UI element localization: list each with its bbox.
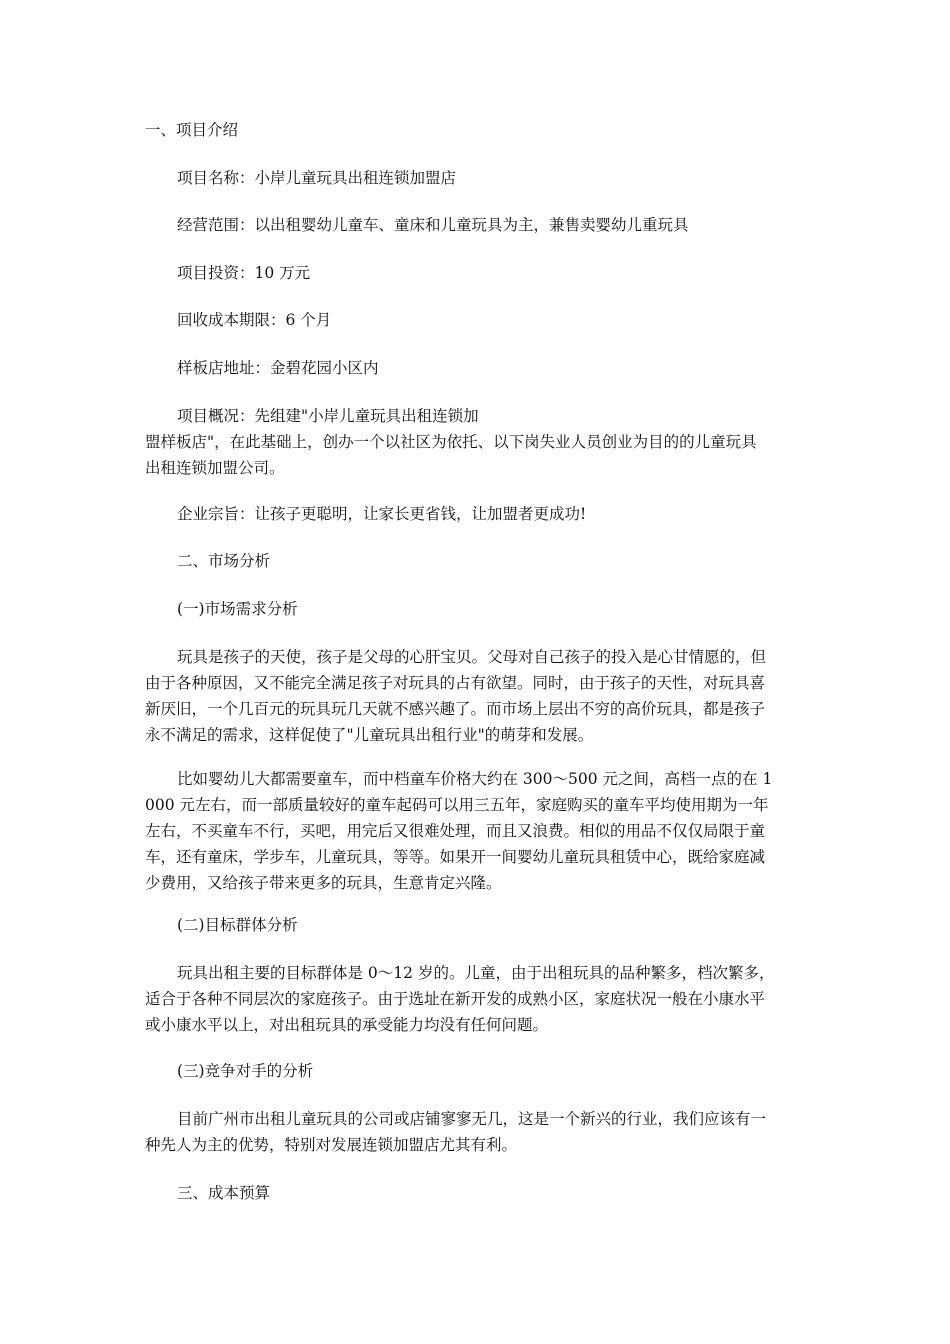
paragraph-line: 目前广州市出租儿童玩具的公司或店铺寥寥无几，这是一个新兴的行业，我们应该有一 (177, 1110, 767, 1128)
payback-period: 回收成本期限：6 个月 (177, 311, 332, 329)
paragraph-line: 适合于各种不同层次的家庭孩子。由于选址在新开发的成熟小区，家庭状况一般在小康水平 (145, 990, 766, 1008)
paragraph-stroller-example (145, 766, 810, 896)
paragraph-line: 玩具是孩子的天使，孩子是父母的心肝宝贝。父母对自己孩子的投入是心甘情愿的，但 (177, 648, 767, 666)
section-heading-project-intro: 一、项目介绍 (145, 121, 239, 139)
subsection-heading-target-group: (二)目标群体分析 (177, 916, 298, 934)
subsection-heading-demand: (一)市场需求分析 (177, 600, 298, 618)
paragraph-target-group (145, 960, 810, 1038)
paragraph-line: 或小康水平以上，对出租玩具的承受能力均没有任何问题。 (145, 1016, 549, 1034)
paragraph-line: 新厌旧，一个几百元的玩具玩几天就不感兴趣了。而市场上层出不穷的高价玩具，都是孩子 (145, 700, 766, 718)
paragraph-line: 永不满足的需求，这样促使了"儿童玩具出租行业"的萌芽和发展。 (145, 726, 594, 744)
section-heading-cost-budget: 三、成本预算 (177, 1184, 271, 1202)
paragraph-line: 玩具出租主要的目标群体是 0～12 岁的。儿童，由于出租玩具的品种繁多，档次繁多， (177, 964, 775, 982)
paragraph-line: 少费用，又给孩子带来更多的玩具，生意肯定兴隆。 (145, 874, 502, 892)
project-name: 项目名称：小岸儿童玩具出租连锁加盟店 (177, 169, 457, 187)
paragraph-line: 车，还有童床，学步车，儿童玩具，等等。如果开一间婴幼儿童玩具租赁中心，既给家庭减 (145, 848, 766, 866)
section-heading-market-analysis: 二、市场分析 (177, 552, 271, 570)
project-overview (145, 403, 810, 481)
sample-store-address: 样板店地址：金碧花园小区内 (177, 359, 379, 377)
overview-line: 出租连锁加盟公司。 (145, 459, 285, 477)
paragraph-demand (145, 644, 810, 748)
paragraph-line: 000 元左右，而一部质量较好的童车起码可以用三五年，家庭购买的童车平均使用期为一年 (145, 796, 769, 814)
overview-line: 项目概况：先组建"小岸儿童玩具出租连锁加 (177, 407, 479, 425)
paragraph-competitors (145, 1106, 810, 1158)
overview-line: 盟样板店"，在此基础上，创办一个以社区为依托、以下岗失业人员创业为目的的儿童玩具 (145, 433, 757, 451)
business-scope: 经营范围：以出租婴幼儿童车、童床和儿童玩具为主，兼售卖婴幼儿重玩具 (177, 216, 689, 234)
paragraph-line: 左右，不买童车不行，买吧，用完后又很难处理，而且又浪费。相似的用品不仅仅局限于童 (145, 822, 766, 840)
paragraph-line: 比如婴幼儿大都需要童车，而中档童车价格大约在 300～500 元之间，高档一点的在 1 (177, 770, 773, 788)
project-investment: 项目投资：10 万元 (177, 264, 311, 282)
company-purpose: 企业宗旨：让孩子更聪明，让家长更省钱，让加盟者更成功! (177, 505, 587, 523)
paragraph-line: 由于各种原因，又不能完全满足孩子对玩具的占有欲望。同时，由于孩子的天性，对玩具喜 (145, 674, 766, 692)
subsection-heading-competitors: (三)竞争对手的分析 (177, 1062, 314, 1080)
paragraph-line: 种先人为主的优势，特别对发展连锁加盟店尤其有利。 (145, 1136, 518, 1154)
